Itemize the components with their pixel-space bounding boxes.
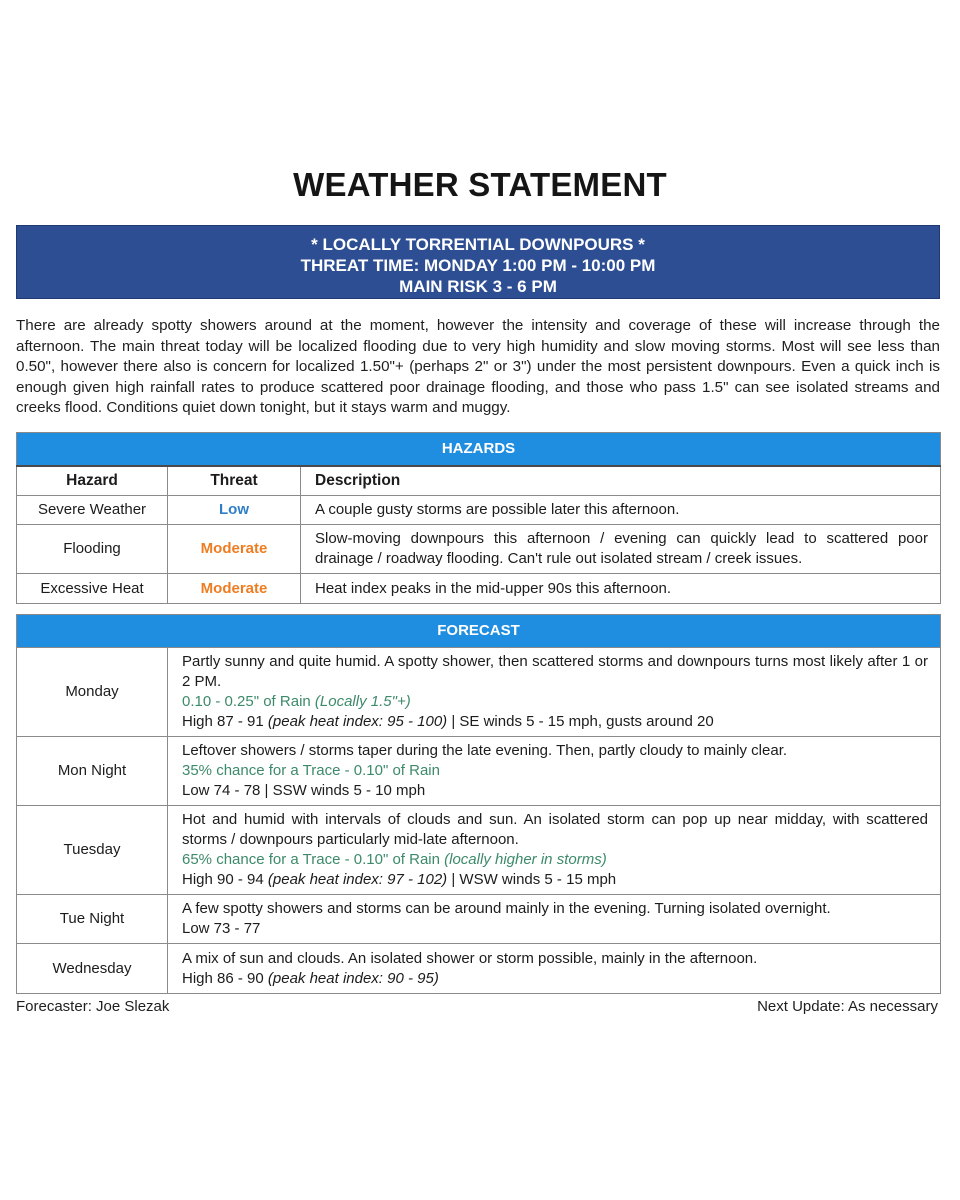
forecast-details bbox=[168, 895, 941, 944]
temperature: High 87 - 91 bbox=[182, 713, 268, 730]
heat-index-note: (peak heat index: 97 - 102) bbox=[267, 871, 448, 888]
hazard-description: Heat index peaks in the mid-upper 90s this afternoon. bbox=[301, 574, 941, 604]
banner-headline: * LOCALLY TORRENTIAL DOWNPOURS * bbox=[311, 235, 645, 254]
forecaster-credit: Forecaster: Joe Slezak bbox=[16, 998, 170, 1015]
temperature-wind bbox=[182, 712, 928, 732]
hazard-row-severe-weather bbox=[17, 496, 941, 525]
banner-main-risk: MAIN RISK 3 - 6 PM bbox=[399, 277, 557, 296]
forecast-day: Tuesday bbox=[17, 806, 168, 895]
forecast-details bbox=[168, 806, 941, 895]
forecast-row-monday bbox=[17, 648, 941, 737]
column-header-threat: Threat bbox=[168, 466, 301, 496]
threat-banner bbox=[16, 225, 940, 299]
hazard-row-excessive-heat bbox=[17, 574, 941, 604]
temperature-wind bbox=[182, 969, 928, 989]
forecast-row-tue-night bbox=[17, 895, 941, 944]
threat-level: Moderate bbox=[168, 525, 301, 574]
forecast-summary: Partly sunny and quite humid. A spotty shower, then scattered storms and downpours turns most likely after 1 or 2 PM. bbox=[182, 653, 928, 690]
forecast-row-mon-night bbox=[17, 737, 941, 806]
hazards-column-headers bbox=[17, 466, 941, 496]
forecast-details bbox=[168, 944, 941, 994]
forecast-table bbox=[16, 614, 941, 994]
page-title: WEATHER STATEMENT bbox=[293, 166, 667, 203]
banner-threat-time: THREAT TIME: MONDAY 1:00 PM - 10:00 PM bbox=[300, 256, 656, 275]
rain-amount: 0.10 - 0.25" of Rain bbox=[182, 693, 315, 710]
next-update: Next Update: As necessary bbox=[757, 998, 938, 1015]
hazard-name: Flooding bbox=[17, 525, 168, 574]
forecast-details bbox=[168, 648, 941, 737]
hazards-header: HAZARDS bbox=[17, 433, 941, 467]
rain-note: (Locally 1.5"+) bbox=[314, 693, 411, 710]
hazard-row-flooding bbox=[17, 525, 941, 574]
heat-index-note: (peak heat index: 95 - 100) bbox=[267, 713, 448, 730]
temperature: High 86 - 90 bbox=[182, 969, 268, 987]
forecast-day: Monday bbox=[17, 648, 168, 737]
forecast-row-wednesday bbox=[17, 944, 941, 994]
rain-note: (locally higher in storms) bbox=[444, 851, 607, 868]
temperature: Low 73 - 77 bbox=[182, 920, 261, 937]
forecast-row-tuesday bbox=[17, 806, 941, 895]
forecast-summary: A mix of sun and clouds. An isolated shower or storm possible, mainly in the afternoon. bbox=[182, 949, 758, 967]
column-header-hazard: Hazard bbox=[17, 466, 168, 496]
rain-forecast bbox=[182, 850, 928, 870]
intro-paragraph: There are already spotty showers around at the moment, however the intensity and coverage of these will increase through the afternoon. The main threat today will be localized flooding due to very high humidity and slow moving storms. Most will see less than 0.50", however there also is concern for localized 1.50"+ (perhaps 2" or 3") under the most persistent downpours. Even a quick inch is enough given high rainfall rates to produce scattered poor drainage flooding, and those who pass 1.5" can see isolated streams and creeks flood. Conditions quiet down tonight, but it stays warm and muggy. bbox=[16, 317, 940, 416]
temperature-wind: Low 74 - 78 | SSW winds 5 - 10 mph bbox=[182, 782, 426, 799]
hazard-description: Slow-moving downpours this afternoon / evening can quickly lead to scattered poor drainage / roadway flooding. Can't rule out isolated stream / creek issues. bbox=[301, 525, 941, 574]
hazard-description: A couple gusty storms are possible later this afternoon. bbox=[301, 496, 941, 525]
threat-level: Low bbox=[168, 496, 301, 525]
temperature: High 90 - 94 bbox=[182, 871, 268, 888]
forecast-details bbox=[168, 737, 941, 806]
forecast-summary: Leftover showers / storms taper during the late evening. Then, partly cloudy to mainly clear. bbox=[182, 742, 788, 759]
rain-forecast bbox=[182, 692, 928, 712]
forecast-summary: A few spotty showers and storms can be around mainly in the evening. Turning isolated overnight. bbox=[182, 900, 831, 917]
rain-forecast: 35% chance for a Trace - 0.10" of Rain bbox=[182, 762, 440, 779]
forecast-header: FORECAST bbox=[17, 615, 941, 648]
temperature-wind bbox=[182, 870, 928, 890]
heat-index-note: (peak heat index: 90 - 95) bbox=[267, 969, 439, 987]
hazard-name: Excessive Heat bbox=[17, 574, 168, 604]
wind: | SE winds 5 - 15 mph, gusts around 20 bbox=[447, 713, 714, 730]
hazards-table bbox=[16, 432, 941, 604]
rain-amount: 65% chance for a Trace - 0.10" of Rain bbox=[182, 851, 445, 868]
forecast-day: Tue Night bbox=[17, 895, 168, 944]
column-header-description: Description bbox=[301, 466, 941, 496]
threat-level: Moderate bbox=[168, 574, 301, 604]
hazard-name: Severe Weather bbox=[17, 496, 168, 525]
forecast-day: Wednesday bbox=[17, 944, 168, 994]
forecast-day: Mon Night bbox=[17, 737, 168, 806]
wind: | WSW winds 5 - 15 mph bbox=[447, 871, 617, 888]
forecast-summary: Hot and humid with intervals of clouds and sun. An isolated storm can pop up near midday, with scattered storms / downpours particularly mid-late afternoon. bbox=[182, 811, 928, 848]
